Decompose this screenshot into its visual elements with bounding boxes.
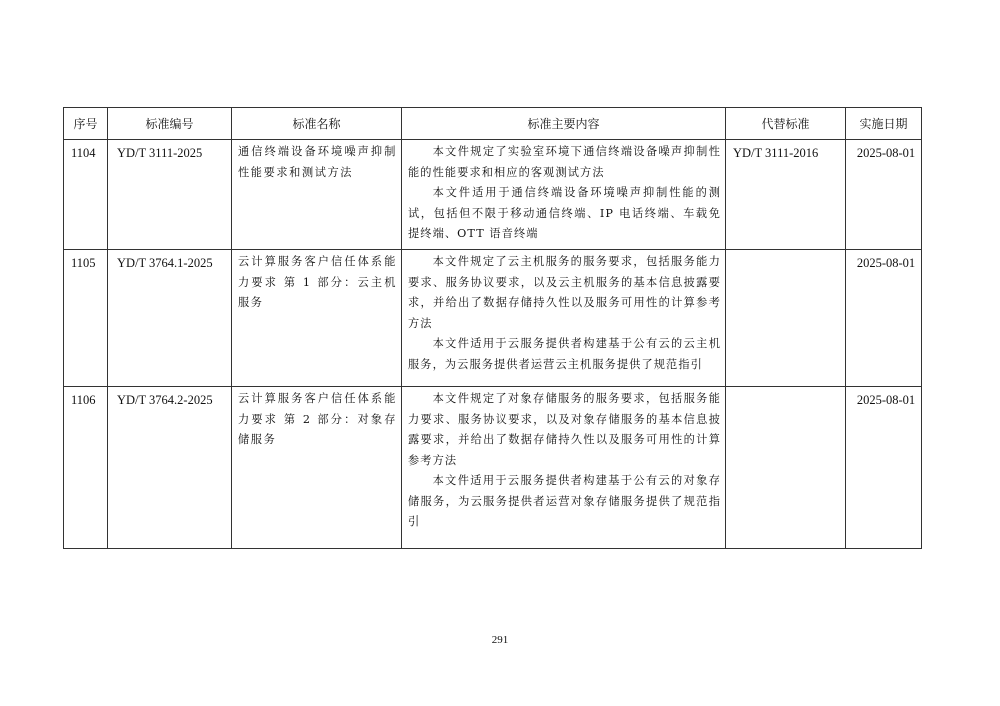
cell-name bbox=[232, 387, 402, 549]
row-replaces bbox=[726, 250, 845, 256]
cell-date bbox=[846, 250, 922, 387]
row-code: YD/T 3764.2-2025 bbox=[117, 393, 213, 407]
cell-seq bbox=[64, 250, 108, 387]
cell-date bbox=[846, 140, 922, 250]
row-date: 2025-08-01 bbox=[856, 256, 916, 270]
row-replaces: YD/T 3111-2016 bbox=[733, 146, 819, 160]
row-date: 2025-08-01 bbox=[856, 393, 916, 407]
header-seq: 序号 bbox=[64, 108, 108, 140]
header-content: 标准主要内容 bbox=[402, 108, 726, 140]
row-content-para: 本文件适用于云服务提供者构建基于公有云的对象存储服务，为云服务提供者运营对象存储服务提供了规范指引 bbox=[408, 474, 721, 528]
standards-table bbox=[63, 107, 922, 549]
row-content-para: 本文件规定了云主机服务的服务要求，包括服务能力要求、服务协议要求，以及云主机服务的基本信息披露要求，并给出了数据存储持久性以及服务可用性的计算参考方法 bbox=[408, 255, 721, 330]
header-row bbox=[64, 108, 922, 140]
row-seq: 1106 bbox=[71, 393, 96, 407]
table-row bbox=[64, 250, 922, 387]
row-name: 通信终端设备环境噪声抑制性能要求和测试方法 bbox=[238, 145, 397, 179]
cell-content bbox=[402, 250, 726, 387]
cell-seq bbox=[64, 387, 108, 549]
row-content-para: 本文件规定了实验室环境下通信终端设备噪声抑制性能的性能要求和相应的客观测试方法 bbox=[408, 145, 721, 179]
cell-name bbox=[232, 250, 402, 387]
cell-replaces bbox=[726, 250, 846, 387]
header-date: 实施日期 bbox=[846, 108, 922, 140]
cell-date bbox=[846, 387, 922, 549]
page-number: 291 bbox=[491, 634, 509, 646]
cell-code bbox=[108, 140, 232, 250]
cell-seq bbox=[64, 140, 108, 250]
cell-name bbox=[232, 140, 402, 250]
row-name: 云计算服务客户信任体系能力要求 第 2 部分：对象存储服务 bbox=[238, 392, 397, 446]
cell-replaces bbox=[726, 387, 846, 549]
header-name: 标准名称 bbox=[232, 108, 402, 140]
row-replaces bbox=[726, 387, 845, 393]
row-content-para: 本文件适用于通信终端设备环境噪声抑制性能的测试，包括但不限于移动通信终端、IP 电话终端、车载免提终端、OTT 语音终端 bbox=[408, 186, 721, 240]
row-name: 云计算服务客户信任体系能力要求 第 1 部分：云主机服务 bbox=[238, 255, 397, 309]
cell-code bbox=[108, 387, 232, 549]
header-code: 标准编号 bbox=[108, 108, 232, 140]
row-code: YD/T 3764.1-2025 bbox=[117, 256, 213, 270]
table-row bbox=[64, 140, 922, 250]
row-code: YD/T 3111-2025 bbox=[117, 146, 203, 160]
row-seq: 1105 bbox=[71, 256, 96, 270]
row-seq: 1104 bbox=[71, 146, 96, 160]
row-content-para: 本文件适用于云服务提供者构建基于公有云的云主机服务，为云服务提供者运营云主机服务提供了规范指引 bbox=[408, 337, 721, 371]
cell-content bbox=[402, 140, 726, 250]
row-date: 2025-08-01 bbox=[856, 146, 916, 160]
cell-code bbox=[108, 250, 232, 387]
table-row bbox=[64, 387, 922, 549]
header-replaces: 代替标准 bbox=[726, 108, 846, 140]
cell-replaces bbox=[726, 140, 846, 250]
row-content-para: 本文件规定了对象存储服务的服务要求，包括服务能力要求、服务协议要求，以及对象存储服务的基本信息披露要求，并给出了数据存储持久性以及服务可用性的计算参考方法 bbox=[408, 392, 721, 467]
cell-content bbox=[402, 387, 726, 549]
